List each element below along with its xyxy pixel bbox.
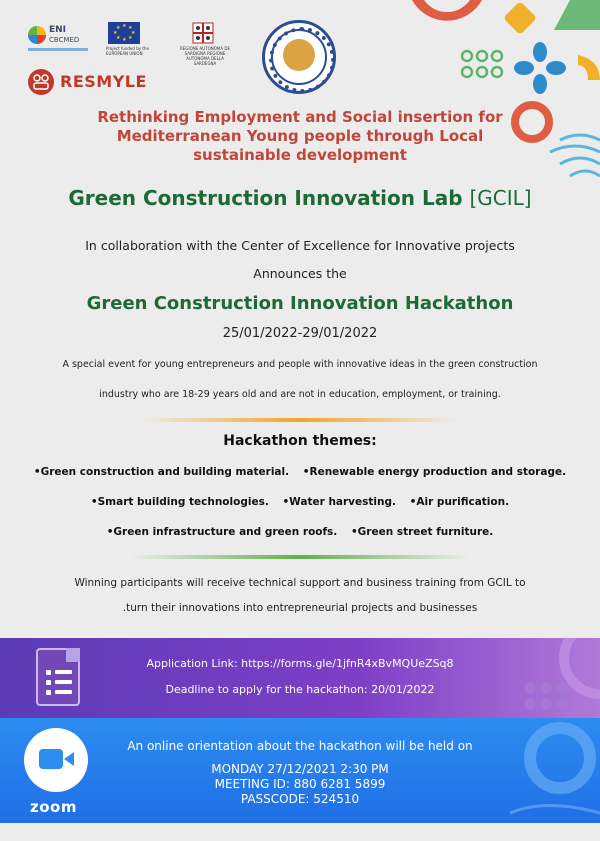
green-divider <box>130 555 470 559</box>
event-dates: 25/01/2022-29/01/2022 <box>222 326 378 341</box>
theme-item: •Renewable energy production and storage. <box>302 466 567 478</box>
eu-flag-logo: ★ ★ ★ ★ ★ ★ ★ ★ <box>108 22 140 44</box>
lab-name: Green Construction Innovation Lab <box>68 186 463 210</box>
themes-row <box>0 466 600 478</box>
application-band <box>0 638 600 718</box>
project-title-line: Mediterranean Young people through Local <box>116 127 484 145</box>
theme-item: •Green infrastructure and green roofs. <box>106 526 338 538</box>
eni-underline <box>28 48 88 51</box>
decorative-shapes <box>400 0 600 200</box>
theme-item: •Green construction and building material. <box>33 466 290 478</box>
description-line: A special event for young entrepreneurs and people with innovative ideas in the green construction <box>62 359 538 370</box>
collaboration-text: In collaboration with the Center of Excellence for Innovative projects <box>85 238 515 253</box>
project-title-line: Rethinking Employment and Social insertion for <box>97 108 503 126</box>
lab-abbr: [GCIL] <box>469 186 532 210</box>
zoom-wordmark: zoom <box>30 798 77 816</box>
decorative-band-shapes <box>470 638 600 718</box>
orientation-text: An online orientation about the hackathon will be held on <box>127 739 473 753</box>
winning-text-line: Winning participants will receive technical support and business training from GCIL to <box>74 577 526 589</box>
winning-text-line: .turn their innovations into entrepreneurial projects and businesses <box>122 602 478 614</box>
seal-core <box>283 39 315 71</box>
sardinia-crest-icon <box>192 22 214 44</box>
themes-row <box>0 496 600 508</box>
sun-icon <box>28 26 46 44</box>
eni-title: ENI <box>49 25 67 35</box>
themes-title: Hackathon themes: <box>223 433 377 449</box>
meeting-id: MEETING ID: 880 6281 5899 <box>214 777 386 791</box>
resmyle-wordmark: RESMYLE <box>60 72 147 91</box>
university-seal-logo <box>262 20 336 94</box>
resmyle-icon <box>28 69 54 95</box>
project-title-line: sustainable development <box>193 146 407 164</box>
themes-row <box>0 526 600 538</box>
forms-dot <box>46 670 51 675</box>
lab-title <box>0 186 600 210</box>
theme-item: •Smart building technologies. <box>90 496 269 508</box>
eni-subtitle: CBCMED <box>49 36 80 44</box>
application-deadline: Deadline to apply for the hackathon: 20/01/2022 <box>165 683 435 696</box>
theme-item: •Air purification. <box>409 496 510 508</box>
project-title <box>0 108 600 165</box>
announces-text: Announces the <box>253 266 347 281</box>
application-link[interactable]: Application Link: https://forms.gle/1jfnR4xBvMQUeZSq8 <box>146 657 454 670</box>
meeting-passcode: PASSCODE: 524510 <box>240 792 360 806</box>
orange-divider <box>140 418 460 422</box>
eni-cbcmed-logo <box>28 22 90 56</box>
theme-item: •Water harvesting. <box>282 496 396 508</box>
description-line: industry who are 18-29 years old and are not in education, employment, or training. <box>99 389 501 400</box>
sardinia-caption: REGIONE AUTONOMA DE SARDIGNA REGIONE AUTONOMA DELLA SARDEGNA <box>180 46 230 66</box>
eu-caption: Project funded by the EUROPEAN UNION <box>106 46 149 56</box>
hackathon-title: Green Construction Innovation Hackathon <box>86 293 514 314</box>
theme-item: •Green street furniture. <box>350 526 494 538</box>
meeting-datetime: MONDAY 27/12/2021 2:30 PM <box>211 762 389 776</box>
forms-bar <box>55 670 72 674</box>
